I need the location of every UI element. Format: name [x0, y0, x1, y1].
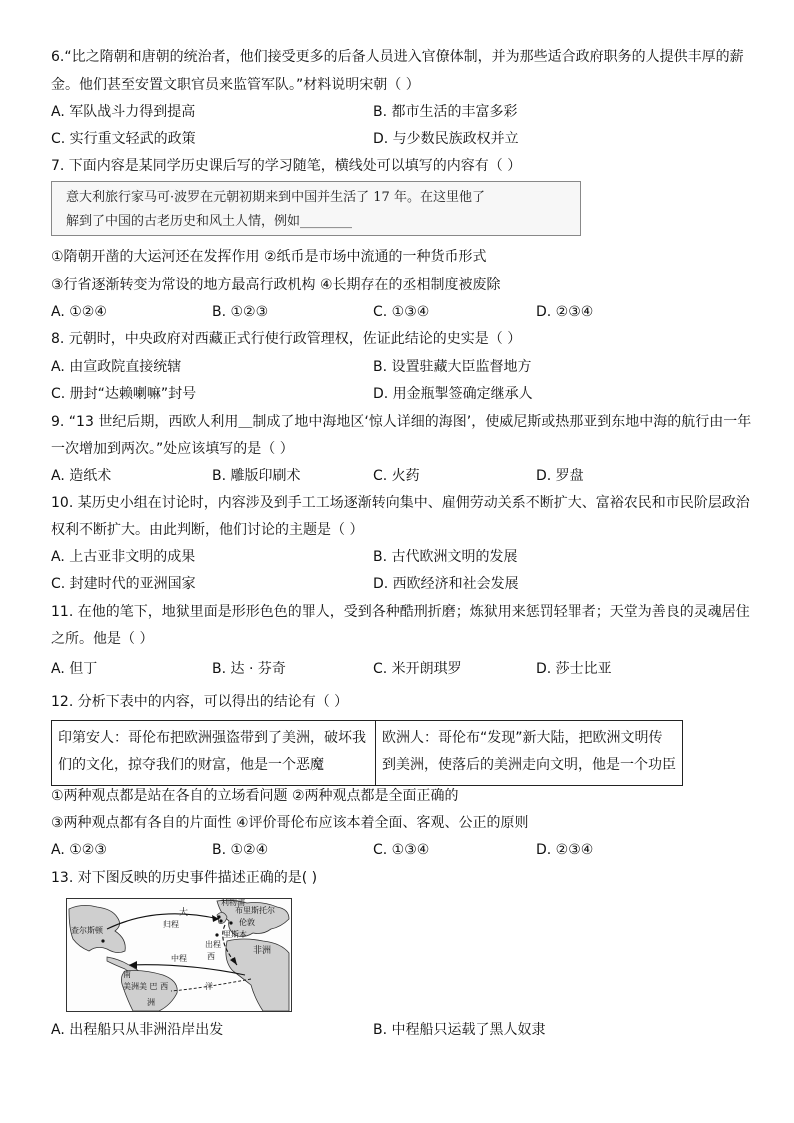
q8-option-a[interactable]: A. 由宣政院直接统辖: [51, 359, 182, 375]
map-label-middle-passage: 中程: [171, 954, 187, 963]
triangular-trade-map: [66, 898, 292, 1012]
q10-stem-line1: 10. 某历史小组在讨论时，内容涉及到手工工场逐渐转向集中、雇佣劳动关系不断扩大、富裕农民和市民阶层政治: [51, 495, 750, 511]
q9-option-c[interactable]: C. 火药: [373, 468, 420, 484]
q6-option-d[interactable]: D. 与少数民族政权并立: [373, 131, 519, 147]
q7-option-c[interactable]: C. ①③④: [373, 304, 430, 320]
port-liverpool-dot: [217, 915, 220, 918]
q7-items-line1: ①隋朝开凿的大运河还在发挥作用 ②纸币是市场中流通的一种货币形式: [51, 249, 487, 265]
q11-option-c[interactable]: C. 米开朗琪罗: [373, 661, 462, 677]
q12-option-b[interactable]: B. ①②④: [212, 842, 269, 858]
q9-option-b[interactable]: B. 雕版印刷术: [212, 468, 301, 484]
q6-option-a[interactable]: A. 军队战斗力得到提高: [51, 104, 196, 120]
map-drawing: [67, 899, 291, 1011]
q10-stem-line2: 权利不断扩大。由此判断，他们讨论的主题是（ ）: [51, 522, 364, 538]
map-label-africa: 非洲: [253, 946, 272, 956]
q12-items-line1: ①两种观点都是站在各自的立场看问题 ②两种观点都是全面正确的: [51, 788, 459, 804]
q9-option-d[interactable]: D. 罗盘: [536, 468, 584, 484]
q12-european-view: 欧洲人：哥伦布“发现”新大陆，把欧洲文明传到美洲，使落后的美洲走向文明，他是一个功臣: [376, 721, 683, 786]
q12-items-line2: ③两种观点都有各自的片面性 ④评价哥伦布应该本着全面、客观、公正的原则: [51, 815, 529, 831]
q9-option-a[interactable]: A. 造纸术: [51, 468, 112, 484]
q7-note-box: [51, 181, 581, 236]
q7-items-line2: ③行省逐渐转变为常设的地方最高行政机构 ④长期存在的丞相制度被废除: [51, 277, 501, 293]
map-label-brazil: 美 巴 西: [139, 982, 169, 991]
q10-option-b[interactable]: B. 古代欧洲文明的发展: [373, 549, 518, 565]
q10-option-a[interactable]: A. 上古亚非文明的成果: [51, 549, 196, 565]
port-lisbon-dot: [215, 933, 218, 936]
q12-stem: 12. 分析下表中的内容，可以得出的结论有（ ）: [51, 694, 349, 710]
q10-option-c[interactable]: C. 封建时代的亚洲国家: [51, 576, 196, 592]
q10-option-d[interactable]: D. 西欧经济和社会发展: [373, 576, 519, 592]
q6-stem-line2: 金。他们甚至安置文职官员来监管军队。”材料说明宋朝（ ）: [51, 77, 420, 93]
port-london-dot: [229, 921, 232, 924]
port-charleston-dot: [101, 939, 104, 942]
map-label-west: 西: [207, 952, 215, 961]
map-label-lisbon: 里斯本: [223, 930, 247, 939]
map-label-bristol: 布里斯托尔: [235, 906, 275, 915]
q11-option-d[interactable]: D. 莎士比亚: [536, 661, 612, 677]
q12-option-a[interactable]: A. ①②③: [51, 842, 107, 858]
port-bristol-dot: [219, 919, 222, 922]
map-label-outbound: 出程: [205, 940, 221, 949]
q13-stem: 13. 对下图反映的历史事件描述正确的是( ): [51, 870, 318, 886]
q7-note-line2: 解到了中国的古老历史和风土人情，例如________: [66, 214, 353, 229]
q11-stem-line2: 之所。他是（ ）: [51, 631, 154, 647]
q11-option-b[interactable]: B. 达 · 芬奇: [212, 661, 286, 677]
map-label-charleston: 查尔斯顿: [71, 926, 103, 935]
q6-option-c[interactable]: C. 实行重文轻武的政策: [51, 131, 196, 147]
q7-note-line1: 意大利旅行家马可·波罗在元朝初期来到中国并生活了 17 年。在这里他了: [66, 190, 485, 205]
q7-option-d[interactable]: D. ②③④: [536, 304, 594, 320]
q9-stem-line2: 一次增加到两次。”处应该填写的是（ ）: [51, 441, 294, 457]
q12-indian-view: 印第安人：哥伦布把欧洲强盗带到了美洲，破坏我们的文化，掠夺我们的财富，他是一个恶魔: [52, 721, 376, 786]
q13-option-a[interactable]: A. 出程船只从非洲沿岸出发: [51, 1022, 224, 1038]
q7-option-b[interactable]: B. ①②③: [212, 304, 269, 320]
map-label-ocean: 洋: [205, 982, 213, 991]
q8-option-d[interactable]: D. 用金瓶掣签确定继承人: [373, 386, 533, 402]
q8-option-c[interactable]: C. 册封“达赖喇嘛”封号: [51, 386, 197, 402]
map-label-america: 美洲: [123, 982, 139, 991]
q6-stem-line1: 6.“比之隋朝和唐朝的统治者，他们接受更多的后备人员进入官僚体制，并为那些适合政府职务的人提供丰厚的薪: [51, 49, 744, 65]
map-label-south: 南: [123, 970, 131, 979]
map-label-zhou: 洲: [147, 998, 155, 1007]
q9-stem-line1: 9. “13 世纪后期，西欧人利用＿制成了地中海地区‘惊人详细的海图’，使威尼斯或热那亚到东地中海的航行由一年: [51, 414, 752, 430]
q8-option-b[interactable]: B. 设置驻藏大臣监督地方: [373, 359, 532, 375]
map-label-liverpool: 利物浦: [221, 899, 245, 907]
map-label-return-route: 归程: [163, 920, 179, 929]
q12-option-c[interactable]: C. ①③④: [373, 842, 430, 858]
q12-option-d[interactable]: D. ②③④: [536, 842, 594, 858]
q11-option-a[interactable]: A. 但丁: [51, 661, 98, 677]
q12-viewpoint-table: [51, 720, 683, 786]
q13-option-b[interactable]: B. 中程船只运载了黑人奴隶: [373, 1022, 546, 1038]
map-label-london: 伦敦: [239, 918, 255, 927]
q8-stem: 8. 元朝时，中央政府对西藏正式行使行政管理权，佐证此结论的史实是（ ）: [51, 331, 522, 347]
q7-stem: 7. 下面内容是某同学历史课后写的学习随笔，横线处可以填写的内容有（ ）: [51, 158, 522, 174]
map-label-da: 大: [179, 908, 189, 918]
q7-option-a[interactable]: A. ①②④: [51, 304, 107, 320]
q11-stem-line1: 11. 在他的笔下，地狱里面是形形色色的罪人，受到各种酷刑折磨；炼狱用来惩罚轻罪者；天堂为善良的灵魂居住: [51, 604, 750, 620]
q6-option-b[interactable]: B. 都市生活的丰富多彩: [373, 104, 518, 120]
